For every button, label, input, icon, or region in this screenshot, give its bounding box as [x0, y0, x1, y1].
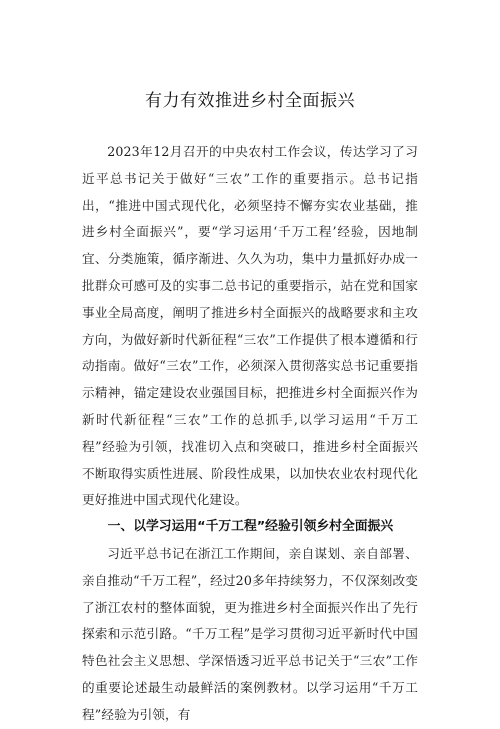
- intro-paragraph: 2023年12月召开的中央农村工作会议，传达学习了习近平总书记关于做好“三农”工作的重要指示。总书记指出，“推进中国式现代化，必须坚持不懈夯实农业基础，推进乡村全面振兴”，要“学习运用‘千万工程’经验，因地制宜、分类施策，循序渐进、久久为功，集中力量抓好办成一批群众可感可及的实事二总书记的重要指示，站在党和国家事业全局高度，阐明了推进乡村全面振兴的战略要求和主攻方向，为做好新时代新征程“三农”工作提供了根本遵循和行动指南。做好“三农”工作，必须深入贯彻落实总书记重要指示精神，锚定建设农业强国目标，把推进乡村全面振兴作为新时代新征程“三农”工作的总抓手,以学习运用“千万工程”经验为引领，找准切入点和突破口，推进乡村全面振兴不断取得实质性进展、阶段性成果，以加快农业农村现代化更好推进中国式现代化建设。: [82, 144, 418, 508]
- section-paragraph: 习近平总书记在浙江工作期间，亲自谋划、亲自部署、亲自推动“千万工程”，经过20多年持续努力，不仅深刻改变了浙江农村的整体面貌，更为推进乡村全面振兴作出了先行探索和示范引路。“千万工程”是学习贯彻习近平新时代中国特色社会主义思想、学深悟透习近平总书记关于“三农”工作的重要论述最生动最鲜活的案例教材。以学习运用“千万工程”经验为引领，有: [82, 545, 418, 722]
- section-heading: 一、以学习运用“千万工程”经验引领乡村全面振兴: [107, 519, 394, 535]
- document-title: 有力有效推进乡村全面振兴: [145, 91, 355, 111]
